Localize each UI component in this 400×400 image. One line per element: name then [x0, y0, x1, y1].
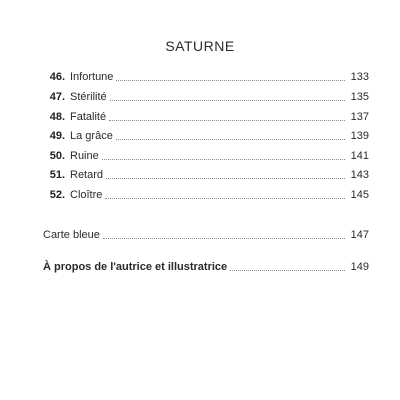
entry-number: 49.	[49, 130, 65, 142]
entry-page: 137	[350, 111, 369, 123]
toc-entry-51[interactable]	[43, 167, 369, 183]
entry-title: La grâce	[70, 130, 113, 142]
entry-title: Stérilité	[70, 91, 107, 103]
toc-entry-50[interactable]	[43, 148, 369, 164]
entry-number: 48.	[49, 111, 65, 123]
entry-title: Carte bleue	[43, 229, 100, 241]
entry-title: À propos de l'autrice et illustratrice	[43, 261, 228, 273]
entry-number: 52.	[49, 189, 65, 201]
entry-number: 47.	[49, 91, 65, 103]
dot-leader	[116, 139, 345, 140]
entry-page: 149	[350, 261, 369, 273]
entry-page: 143	[350, 169, 369, 181]
entry-title: Retard	[70, 169, 104, 181]
dot-leader	[106, 178, 345, 179]
entry-title: Fatalité	[70, 111, 107, 123]
entry-page: 145	[350, 189, 369, 201]
toc-entry-48[interactable]	[43, 109, 369, 125]
entry-page: 133	[350, 71, 369, 83]
toc-entry-47[interactable]	[43, 89, 369, 105]
dot-leader	[109, 120, 345, 121]
dot-leader	[110, 100, 345, 101]
entry-page: 141	[350, 150, 369, 162]
entry-number: 51.	[49, 169, 65, 181]
section-title: SATURNE	[165, 38, 235, 54]
entry-title: Ruine	[70, 150, 99, 162]
toc-entry-a-propos[interactable]	[43, 259, 369, 275]
dot-leader	[105, 198, 344, 199]
toc-entry-52[interactable]	[43, 187, 369, 203]
toc-entry-46[interactable]	[43, 69, 369, 85]
entry-title: Infortune	[70, 71, 114, 83]
dot-leader	[230, 270, 344, 271]
entry-page: 147	[350, 229, 369, 241]
dot-leader	[116, 80, 344, 81]
toc-entry-carte-bleue[interactable]	[43, 227, 369, 243]
entry-number: 46.	[49, 71, 65, 83]
entry-title: Cloître	[70, 189, 103, 201]
dot-leader	[103, 238, 345, 239]
entry-page: 135	[350, 91, 369, 103]
entry-page: 139	[350, 130, 369, 142]
toc-entry-49[interactable]	[43, 128, 369, 144]
entry-number: 50.	[49, 150, 65, 162]
dot-leader	[102, 159, 345, 160]
